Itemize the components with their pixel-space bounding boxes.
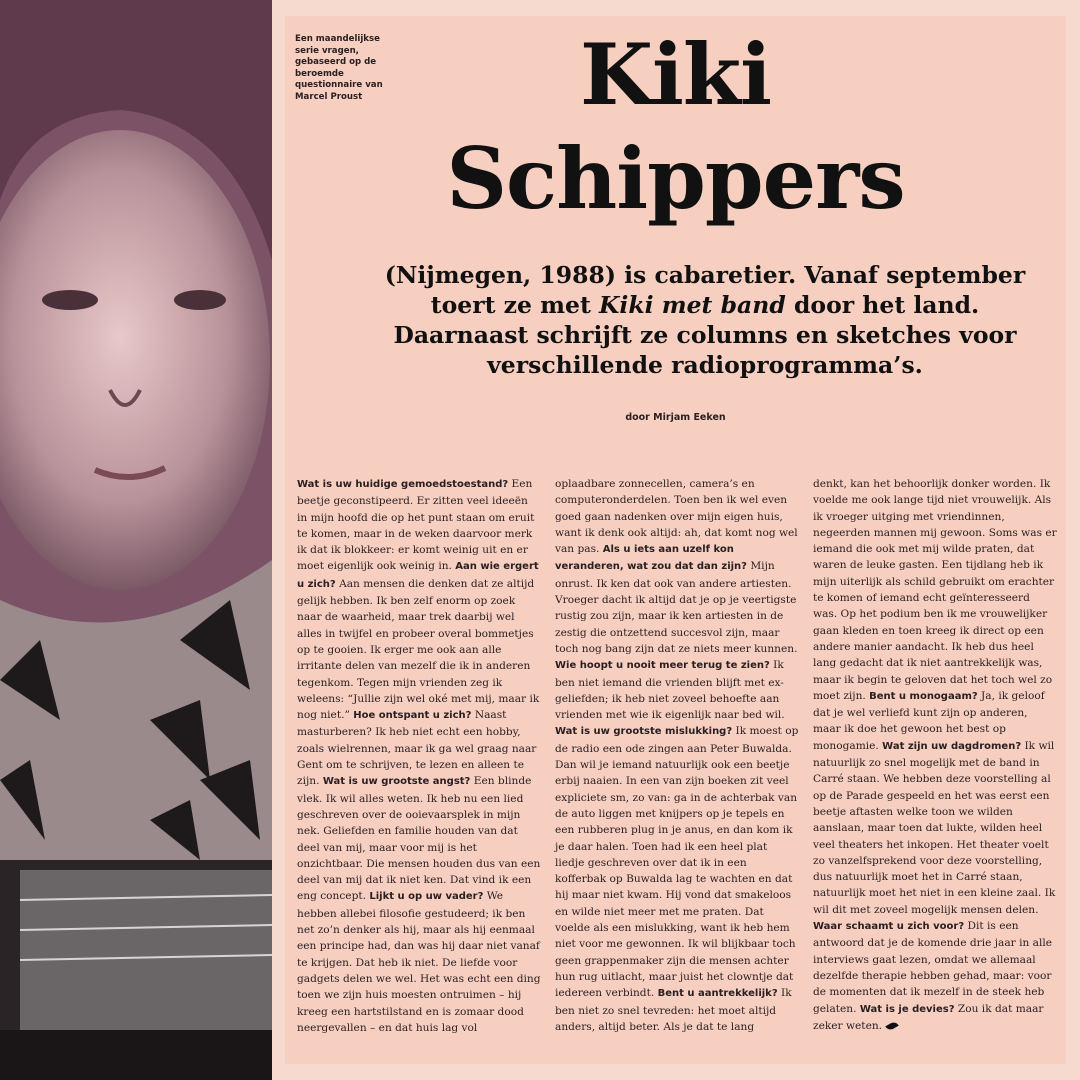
byline: door Mirjam Eeken bbox=[625, 412, 726, 423]
answer-text: denkt, kan het behoorlijk donker worden. Ik voelde me ook lange tijd niet vrouwelijk. Als ik vroeger uitging met vriendinnen, negeerden mannen mij gewoon. Soms was er iemand die ook met mij wilde praten, dat waren de leuke gasten. Een tijdlang heb ik mijn uiterlijk als schild gebruikt om erachter te komen of iemand echt geïnteresseerd was. Op het podium ben ik me vrouwelijker gaan kleden en toen kreeg ik direct op een andere manier aandacht. Ik heb dus heel lang gedacht dat ik niet aantrekkelijk was, maar ik begin te geloven dat het toch wel zo moet zijn. bbox=[813, 478, 1057, 702]
answer-text: oplaadbare zonnecellen, camera’s en computeronderdelen. Toen ben ik wel even goed gaan nadenken over mijn eigen huis, want ik denk ook altijd: ah, dat komt nog wel van pas. bbox=[555, 478, 798, 556]
question: Aan wie ergert u zich? bbox=[297, 561, 539, 590]
answer-text: Ik wil natuurlijk zo snel mogelijk met de band in Carré staan. We hebben deze voorstelling al op de Parade gespeeld en het was eerst een beetje aftasten welke toon we wilden aanslaan, maar toen dat lukte, wilden heel veel theaters het inkopen. Het theater voelt zo vanzelfsprekend voor deze voorstelling, dus natuurlijk moet het in Carré staan, natuurlijk moet het niet in een kleine zaal. Ik wil dit met zoveel mogelijk mensen delen. bbox=[813, 739, 1056, 916]
intro-part-1: (Nijmegen, 1988) is cabaretier. Vanaf september toert ze met bbox=[384, 261, 1026, 319]
series-kicker: Een maandelijkse serie vragen, gebaseerd op de beroemde questionnaire van Marcel Proust bbox=[295, 34, 383, 102]
question: Wie hoopt u nooit meer terug te zien? bbox=[555, 660, 770, 672]
title-first-name: Kiki bbox=[579, 25, 772, 124]
intro-part-2: door het land. Daarnaast schrijft ze columns en sketches voor verschillende radioprogramma’s. bbox=[393, 291, 1017, 379]
answer-text: Ik ben niet iemand die vrienden blijft met ex-geliefden; ik heb niet zoveel behoefte aan vrienden met wie ik eigenlijk naar bed wil. bbox=[555, 659, 785, 722]
answer-text: Naast masturberen? Ik heb niet echt een hobby, zoals wielrennen, maar ik ga wel graag naar Gent om te schrijven, te lezen en alleen te zijn. bbox=[297, 709, 537, 788]
question: Wat is uw grootste angst? bbox=[322, 776, 471, 788]
answer-text: Zou ik dat maar zeker weten. bbox=[813, 1002, 1044, 1032]
question: Wat is uw grootste mislukking? bbox=[555, 726, 733, 738]
answer-text: Ja, ik geloof dat je wel verliefd kunt zijn op anderen, maar ik doe het gewoon het best op monogamie. bbox=[813, 689, 1045, 752]
question: Bent u monogaam? bbox=[869, 690, 978, 702]
question: Wat zijn uw dagdromen? bbox=[882, 740, 1022, 752]
answer-text: Een beetje geconstipeerd. Er zitten veel ideeën in mijn hoofd die op het punt staan om eruit te komen, maar in de weken daarvoor merk ik dat ik blokkeer: er komt weinig uit en er moet eigenlijk ook weinig in. bbox=[297, 478, 535, 573]
portrait-photo bbox=[0, 0, 272, 1080]
answer-text: We hebben allebei filosofie gestudeerd; ik ben net zo’n denker als hij, maar als hij eenmaal een principe had, dan was hij daar niet vanaf te krijgen. Dat heb ik niet. De liefde voor gadgets delen we wel. Het was echt een ding toen we zijn huis moesten ontruimen – hij kreeg een hartstilstand en is zomaar dood neergevallen – en dat huis lag vol bbox=[297, 890, 541, 1034]
answer-text: Een blinde vlek. Ik wil alles weten. Ik heb nu een lied geschreven over de ooievaarsplek in mijn nek. Geliefden en familie houden van dat deel van mij, maar voor mij is het onzichtbaar. Die mensen houden dus van een deel van mij dat ik niet ken. Dat vind ik een eng concept. bbox=[297, 775, 541, 903]
intro-paragraph bbox=[365, 260, 1045, 380]
article-page bbox=[285, 16, 1066, 1064]
answer-text: Ik ben niet zo snel tevreden: het moet altijd anders, altijd beter. Als je dat te lang bbox=[555, 987, 792, 1033]
question: Bent u aantrekkelijk? bbox=[657, 988, 778, 1000]
answer-text: Dit is een antwoord dat je de komende drie jaar in alle interviews gaat lezen, omdat we allemaal dezelfde therapie hebben gehad, maar: voor de momenten dat ik mezelf in de steek heb gelaten. bbox=[813, 920, 1053, 1015]
show-title: Kiki met band bbox=[599, 291, 786, 319]
question: Hoe ontspant u zich? bbox=[353, 710, 472, 722]
column-3 bbox=[813, 476, 1057, 1036]
answer-text: Aan mensen die denken dat ze altijd gelijk hebben. Ik ben zelf enorm op zoek naar de waarheid, maar trek daarbij wel alles in twijfel en probeer overal bommetjes op te gooien. Ik erger me ook aan alle irritante delen van mezelf die ik in anderen tegenkom. Tegen mijn vrienden zeg ik weleens: “Jullie zijn wel oké met mij, maar ik nog niet.” bbox=[297, 577, 540, 722]
question: Wat is je devies? bbox=[859, 1003, 955, 1015]
article-columns bbox=[297, 476, 1057, 1036]
answer-text: Ik moest op de radio een ode zingen aan Peter Buwalda. Dan wil je iemand natuurlijk ook een beetje erbij naaien. In een van zijn boeken zit veel expliciete sm, zo van: ga in de achterbak van de auto liggen met knijpers op je tepels en een rubberen plug in je anus, en dan kom ik je daar halen. Toen had ik een heel plat liedje geschreven over dat ik in een kofferbak op Buwalda lag te wachten en dat hij maar niet kwam. Hij vond dat smakeloos en wilde niet meer met me praten. Dat voelde als een mislukking, want ik heb hem niet voor me gewonnen. Ik wil blijkbaar toch geen grappenmaker zijn die mensen achter hun rug uitlacht, maar juist het clowntje dat iedereen verbindt. bbox=[555, 725, 799, 1000]
question: Lijkt u op uw vader? bbox=[369, 891, 484, 903]
question: Als u iets aan uzelf kon veranderen, wat zou dat dan zijn? bbox=[555, 544, 747, 573]
pen-icon bbox=[885, 1020, 898, 1031]
question: Wat is uw huidige gemoedstoestand? bbox=[297, 479, 509, 490]
question: Waar schaamt u zich voor? bbox=[813, 921, 965, 933]
title-last-name: Schippers bbox=[446, 129, 905, 228]
column-1 bbox=[297, 476, 541, 1036]
column-2 bbox=[555, 476, 799, 1036]
answer-text: Mijn onrust. Ik ken dat ook van andere artiesten. Vroeger dacht ik altijd dat je op je veertigste rustig zou zijn, maar ik ken artiesten in de zestig die ontzettend succesvol zijn, maar toch nog bang zijn dat ze niets meer kunnen. bbox=[555, 560, 798, 655]
